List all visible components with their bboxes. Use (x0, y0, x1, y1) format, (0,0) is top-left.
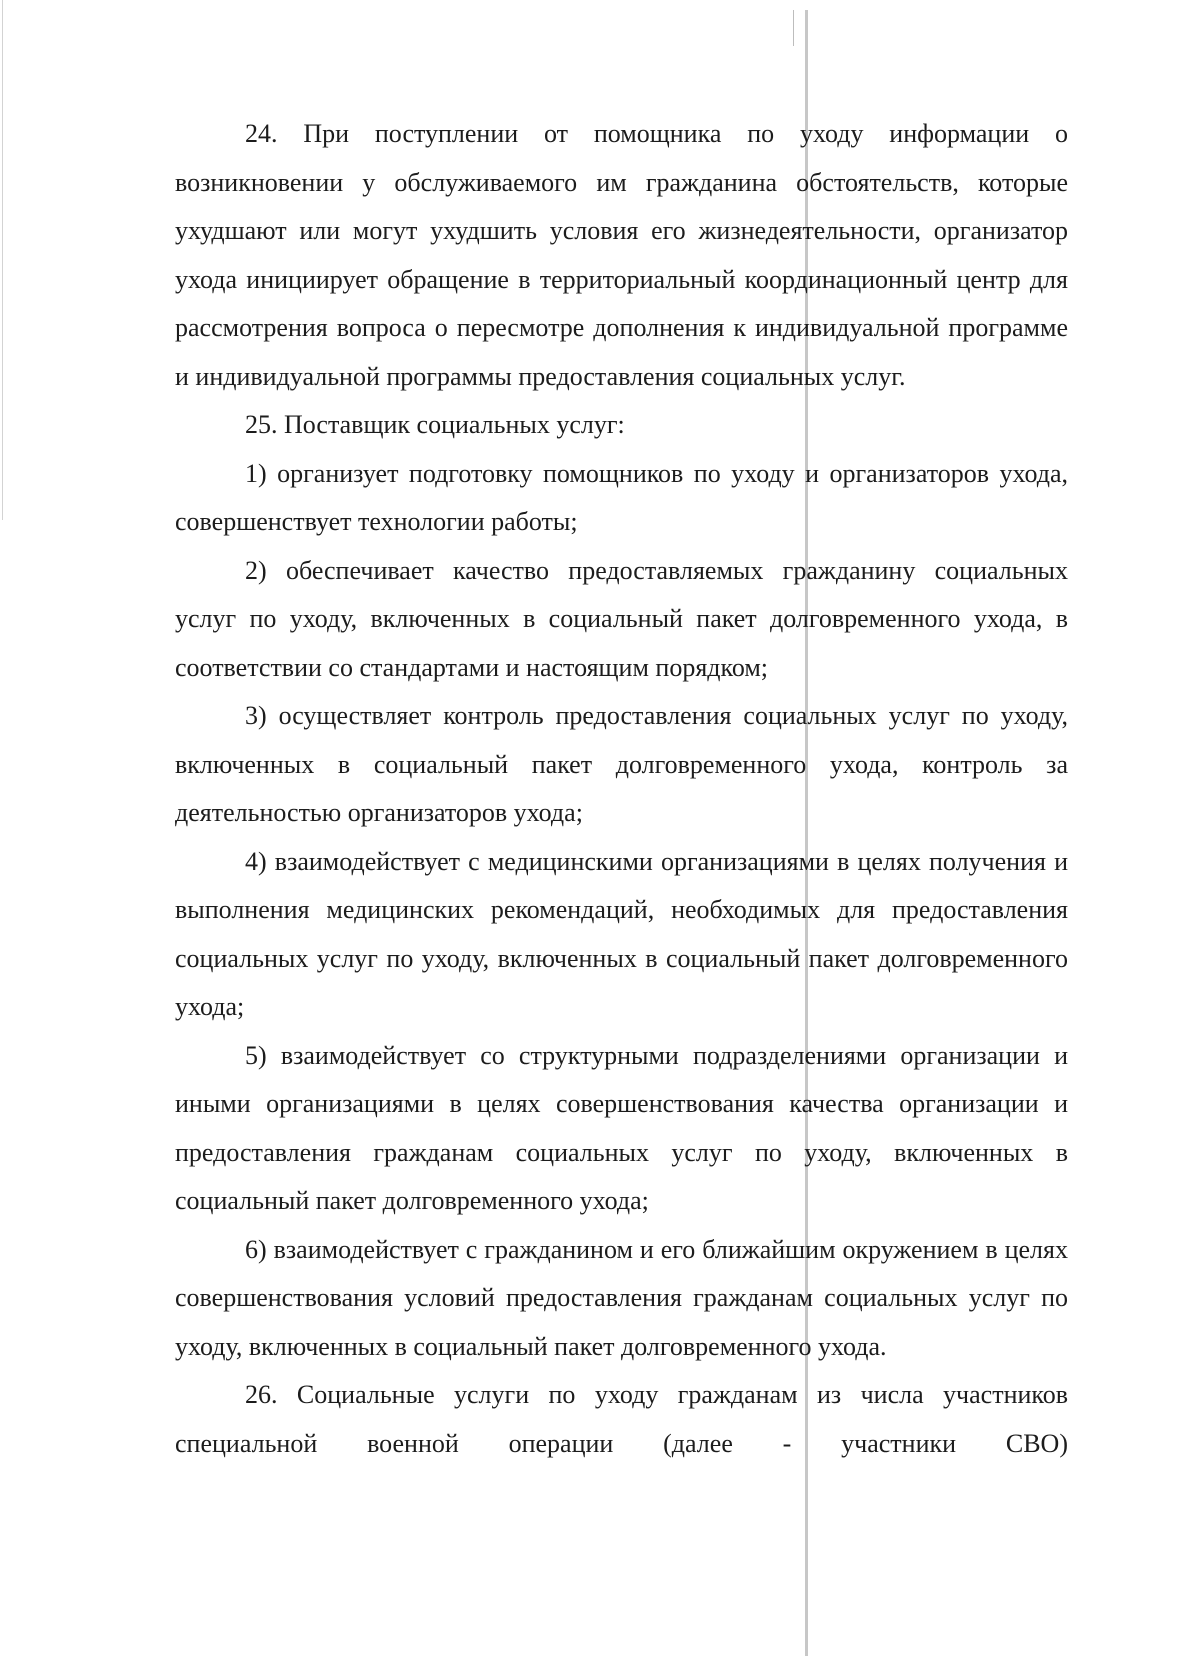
list-item-4: 4) взаимодействует с медицинскими организациями в целях получения и выполнения медицинских рекомендаций, необходимых для предоставления социальных услуг по уходу, включенных в социальный пакет долговременного ухода; (175, 846, 1068, 1021)
paragraph-24: 24. При поступлении от помощника по уходу информации о возникновении у обслуживаемого им гражданина обстоятельств, которые ухудшают или могут ухудшить условия его жизнедеятельности, организатор ухода инициирует обращение в территориальный координационный центр для рассмотрения вопроса о пересмотре дополнения к индивидуальной программе и индивидуальной программы предоставления социальных услуг. (175, 119, 1068, 391)
list-item-5: 5) взаимодействует со структурными подразделениями организации и иными организациями в целях совершенствования качества организации и предоставления гражданам социальных услуг по уходу, включенных в социальный пакет долговременного ухода; (175, 1040, 1068, 1215)
paragraph-26: 26. Социальные услуги по уходу гражданам из числа участников специальной военной операции (далее - участники СВО) (175, 1380, 1068, 1458)
list-item-3: 3) осуществляет контроль предоставления социальных услуг по уходу, включенных в социальный пакет долговременного ухода, контроль за деятельностью организаторов ухода; (175, 701, 1068, 827)
list-item-1: 1) организует подготовку помощников по уходу и организаторов ухода, совершенствует технологии работы; (175, 458, 1068, 536)
scan-edge-line (2, 0, 3, 520)
paragraph-25-heading: 25. Поставщик социальных услуг: (245, 410, 625, 439)
list-item-2: 2) обеспечивает качество предоставляемых гражданину социальных услуг по уходу, включенных в социальный пакет долговременного ухода, в соответствии со стандартами и настоящим порядком; (175, 555, 1068, 682)
scan-fold-mark (793, 10, 794, 46)
document-body (175, 110, 1068, 1468)
list-item-6: 6) взаимодействует с гражданином и его ближайшим окружением в целях совершенствования условий предоставления гражданам социальных услуг по уходу, включенных в социальный пакет долговременного ухода. (175, 1234, 1068, 1361)
